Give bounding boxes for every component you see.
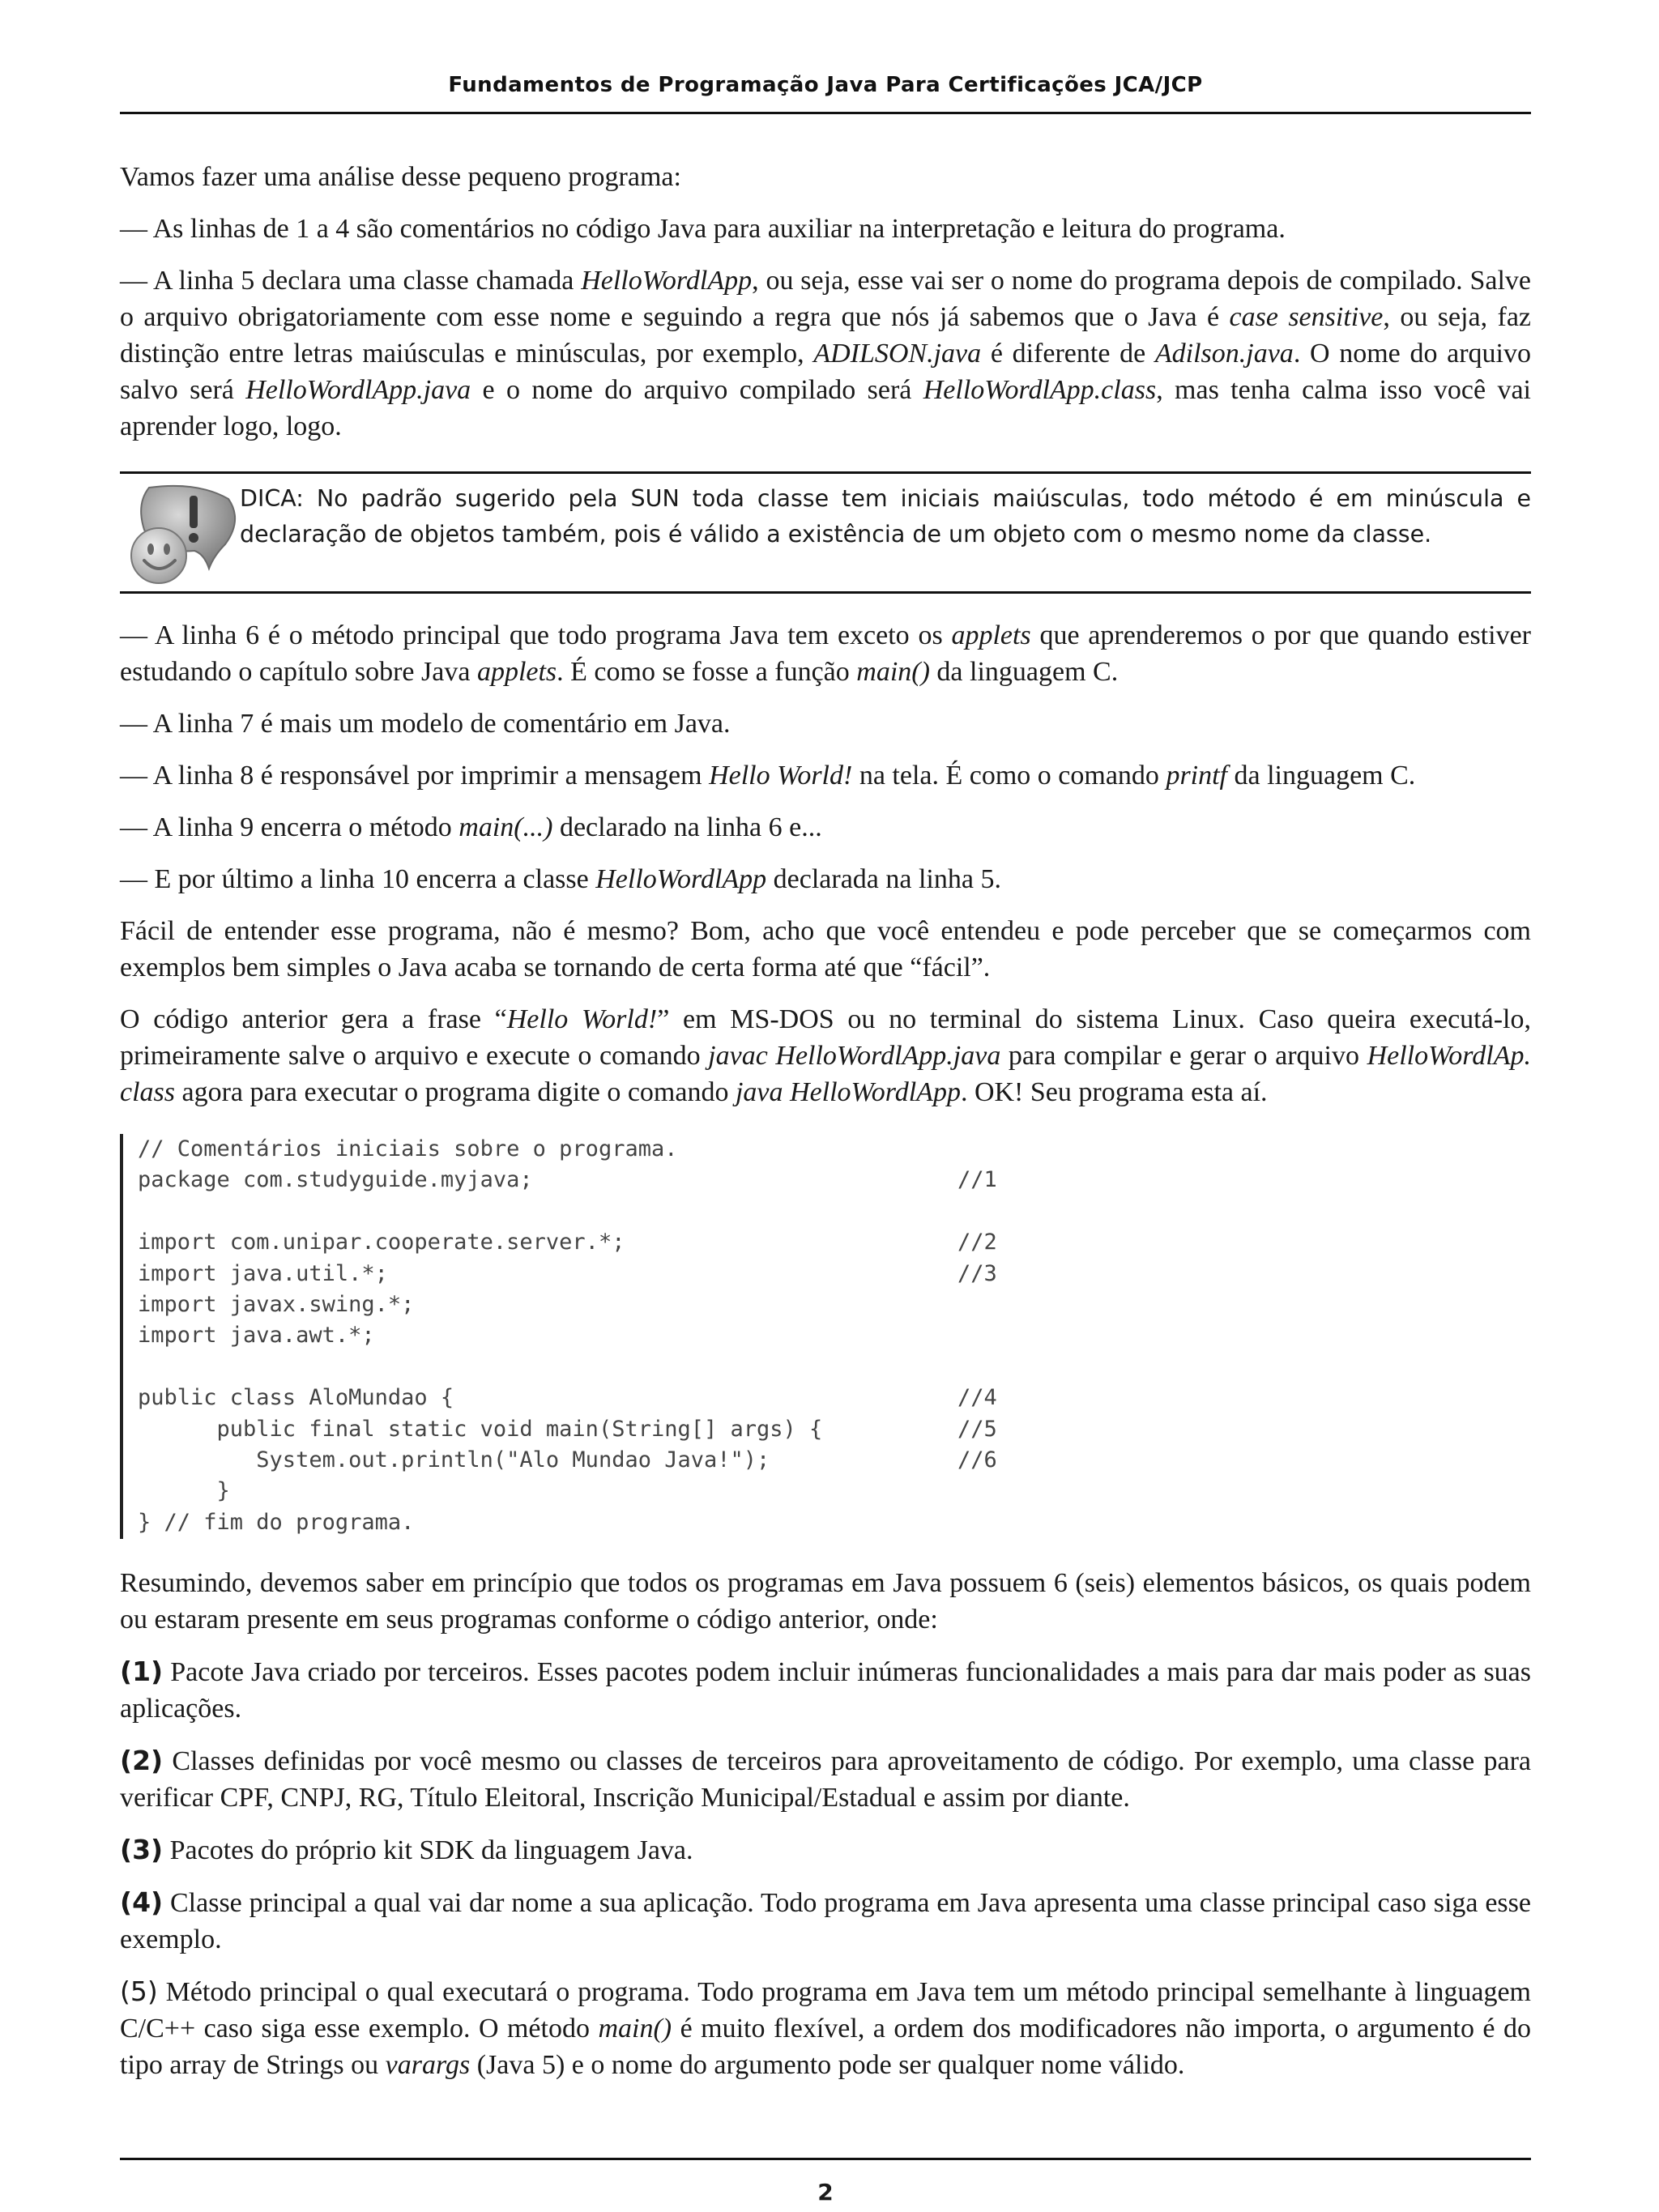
code-line xyxy=(123,1352,1534,1383)
easy-paragraph: Fácil de entender esse programa, não é mesmo? Bom, acho que você entendeu e pode perceber que se começarmos com exemplos bem simples o Java acaba se tornando de certa forma até que “fácil”. xyxy=(120,916,1531,982)
code-line: package com.studyguide.myjava; //1 xyxy=(138,1167,997,1193)
footer-rule xyxy=(120,2158,1531,2160)
tip-top-rule xyxy=(120,471,1531,474)
header-rule xyxy=(120,112,1531,114)
code-line: } // fim do programa. xyxy=(138,1509,415,1535)
line-8-paragraph: — A linha 8 é responsável por imprimir a mensagem Hello World! na tela. É como o comando printf da linguagem C. xyxy=(120,761,1416,791)
line-1-4-paragraph: — As linhas de 1 a 4 são comentários no código Java para auxiliar na interpretação e leitura do programa. xyxy=(120,214,1286,244)
code-line xyxy=(123,1196,1534,1227)
code-line: System.out.println("Alo Mundao Java!"); //6 xyxy=(138,1447,997,1473)
code-line: import java.awt.*; xyxy=(138,1323,375,1349)
tip-text: DICA: No padrão sugerido pela SUN toda classe tem iniciais maiúsculas, todo método é em minúscula e declaração de objetos também, pois é válido a existência de um objeto com o mesmo nome da classe. xyxy=(240,485,1531,548)
summary-section xyxy=(120,1565,1531,2083)
code-line: import javax.swing.*; xyxy=(138,1291,415,1317)
tip-box xyxy=(120,481,1531,586)
list-item: (3) Pacotes do próprio kit SDK da linguagem Java. xyxy=(120,1834,693,1865)
line-5-paragraph: — A linha 5 declara uma classe chamada HelloWordlApp, ou seja, esse vai ser o nome do programa depois de compilado. Salve o arquivo obrigatoriamente com esse nome e seguindo a regra que nós já sabemos que o Java é case sensitive, ou seja, faz distinção entre letras maiúsculas e minúsculas, por exemplo, ADILSON.java é diferente de Adilson.java. O nome do arquivo salvo será HelloWordlApp.java e o nome do arquivo compilado será HelloWordlApp.class, mas tenha calma isso você vai aprender logo, logo. xyxy=(120,266,1531,441)
line-9-paragraph: — A linha 9 encerra o método main(...) declarado na linha 6 e... xyxy=(120,812,822,842)
list-item: (2) Classes definidas por você mesmo ou classes de terceiros para aproveitamento de código. Por exemplo, uma classe para verificar CPF, CNPJ, RG, Título Eleitoral, Inscrição Municipal/Estadual e assim por diante. xyxy=(120,1745,1531,1813)
code-line: import com.unipar.cooperate.server.*; //2 xyxy=(138,1230,997,1255)
explanation-section xyxy=(120,617,1531,1110)
code-line: } xyxy=(138,1478,230,1504)
code-line: // Comentários iniciais sobre o programa. xyxy=(138,1136,678,1161)
code-line: public class AloMundao { //4 xyxy=(138,1385,997,1411)
intro-section xyxy=(120,159,1531,445)
line-10-paragraph: — E por último a linha 10 encerra a classe HelloWordlApp declarada na linha 5. xyxy=(120,864,1001,894)
page-header-title: Fundamentos de Programação Java Para Certificações JCA/JCP xyxy=(448,73,1203,97)
smiley-exclamation-icon xyxy=(125,481,245,586)
intro-paragraph: Vamos fazer uma análise desse pequeno programa: xyxy=(120,162,681,192)
line-6-paragraph: — A linha 6 é o método principal que todo programa Java tem exceto os applets que aprenderemos o por que quando estiver estudando o capítulo sobre Java applets. É como se fosse a função main() da linguagem C. xyxy=(120,620,1531,687)
code-listing xyxy=(120,1134,1534,1539)
summary-intro: Resumindo, devemos saber em princípio que todos os programas em Java possuem 6 (seis) elementos básicos, os quais podem ou estaram presente em seus programas conforme o código anterior, onde: xyxy=(120,1568,1531,1634)
code-line: public final static void main(String[] args) { //5 xyxy=(138,1416,997,1442)
compile-paragraph: O código anterior gera a frase “Hello World!” em MS-DOS ou no terminal do sistema Linux. Caso queira executá-lo, primeiramente salve o arquivo e execute o comando javac HelloWordlApp.java para compilar e gerar o arquivo HelloWordlAp. class agora para executar o programa digite o comando java HelloWordlApp. OK! Seu programa esta aí. xyxy=(120,1004,1531,1107)
list-item: (1) Pacote Java criado por terceiros. Esses pacotes podem incluir inúmeras funcionalidades a mais para dar mais poder as suas aplicações. xyxy=(120,1656,1531,1724)
code-line: import java.util.*; //3 xyxy=(138,1260,997,1286)
tip-bottom-rule xyxy=(120,591,1531,594)
list-item: (4) Classe principal a qual vai dar nome a sua aplicação. Todo programa em Java apresenta uma classe principal caso siga esse exemplo. xyxy=(120,1886,1531,1954)
page-number: 2 xyxy=(817,2179,834,2206)
line-7-paragraph: — A linha 7 é mais um modelo de comentário em Java. xyxy=(120,709,731,739)
list-item: (5) Método principal o qual executará o programa. Todo programa em Java tem um método principal semelhante à linguagem C/C++ caso siga esse exemplo. O método main() é muito flexível, a ordem dos modificadores não importa, o argumento é do tipo array de Strings ou varargs (Java 5) e o nome do argumento pode ser qualquer nome válido. xyxy=(120,1975,1531,2080)
